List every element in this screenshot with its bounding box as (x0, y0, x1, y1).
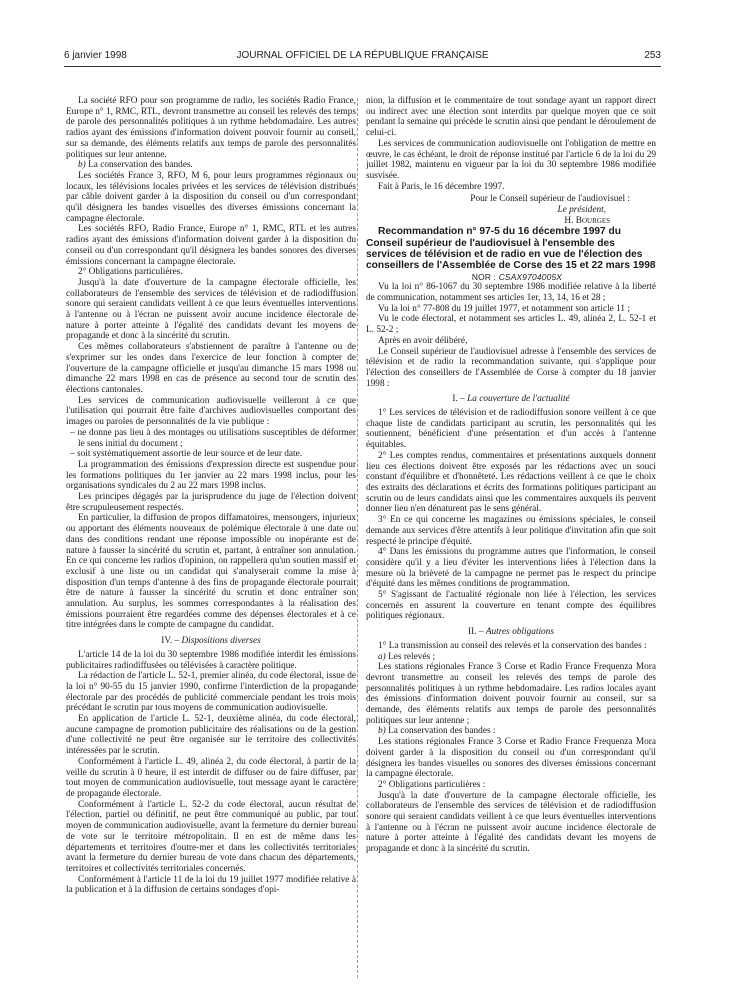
paragraph: Les stations régionales France 3 Corse et Radio France Frequenza Mora doivent garder à la disposition du conseil ou d'un correspondant qu'il désignera les bandes visuelles ou sonores des diverses émissions concernant la campagne électorale. (366, 737, 656, 780)
dash-item: – soit systématiquement assortie de leur source et de leur date. (70, 449, 303, 460)
paragraph: Les sociétés RFO, Radio France, Europe n° 1, RMC, RTL et les autres radios ayant des émissions d'information doivent garder à la disposition du conseil ou d'un correspondant qu'il désignera les bandes sonores des diverses émissions concernant la campagne électorale. (66, 224, 356, 267)
paragraph: La société RFO pour son programme de radio, les sociétés Radio France, Europe n° 1, RMC, RTL, devront transmettre au conseil les relevés des temps de parole des personnalités politiques à un rythme hebdomadaire. Les autres radios ayant des émissions d'information doivent pouvoir fournir au conseil, sur sa demande, des éléments relatifs aux temps de parole des personnalités politiques sur leur antenne. (66, 96, 356, 160)
paragraph: Le Conseil supérieur de l'audiovisuel adresse à l'ensemble des services de télévision et de radio la recommandation suivante, qui s'applique pour l'élection des conseillers de l'Assemblée de Corse à compter du 18 janvier 1998 : (366, 346, 656, 389)
section-heading-i (366, 394, 656, 405)
signature-role: Le président, (557, 205, 606, 216)
section-title: Autres obligations (485, 627, 554, 638)
section-heading-ii (366, 627, 656, 638)
paragraph: Les principes dégagés par la jurisprudence du juge de l'élection doivent être scrupuleusement respectés. (66, 492, 356, 513)
item-label: b) (378, 726, 386, 737)
right-column (366, 96, 656, 978)
subheading-obligations: 2° Obligations particulières. (78, 267, 183, 278)
left-column (66, 96, 356, 978)
paragraph: La rédaction de l'article L. 52-1, premier alinéa, du code électoral, issue de la loi n° 90-55 du 15 janvier 1990, confirme l'interdiction de la propagande électorale par des procédés de publicité commerciale pendant les trois mois précédant le scrutin par tous moyens de communication audiovisuelle. (66, 671, 356, 714)
journal-title: JOURNAL OFFICIEL DE LA RÉPUBLIQUE FRANÇAISE (236, 50, 489, 61)
paragraph: En application de l'article L. 52-1, deuxième alinéa, du code électoral, aucune campagne de promotion publicitaire des réalisations ou de la gestion d'une collectivité ne peut être organisée sur le territoire des collectivités intéressées par le scrutin. (66, 714, 356, 757)
paragraph: 4° Dans les émissions du programme autres que l'information, le conseil considère qu'il y a lieu d'éviter les interventions liées à l'élection dans la mesure où la brièveté de la campagne ne permet pas le respect du principe d'équité dans les mêmes conditions de programmation. (366, 547, 656, 590)
paragraph: Jusqu'à la date d'ouverture de la campagne électorale officielle, les collaborateurs de l'ensemble des services de télévision et de radiodiffusion sonore qui seraient candidats veillent à ce que leurs éventuelles interventions à l'antenne ou à l'écran ne puissent avoir aucune incidence électorale de nature à porter atteinte à l'égalité des candidats devant les moyens de propagande et donc à la sincérité du scrutin. (66, 277, 356, 342)
paragraph: 1° Les services de télévision et de radiodiffusion sonore veillent à ce que chaque liste de candidats participant au scrutin, les personnalités qui les soutiennent, bénéficient d'une présentation et d'un accès à l'antenne équitables. (366, 408, 656, 451)
section-number: II. – (468, 627, 486, 638)
nor-label: NOR : (471, 271, 499, 282)
header-rule (64, 66, 661, 67)
paragraph: Conformément à l'article L. 52-2 du code électoral, aucun résultat de l'élection, partiel ou définitif, ne peut être communiqué au public, par tout moyen de communication audiovisuelle, avant la fermeture du dernier bureau de vote sur le territoire métropolitain. Il en est de même dans les départements et territoires d'outre-mer et dans les collectivités territoriales avant la fermeture du dernier bureau de vote dans chacun des départements, territoires et collectivités territoriales concernés. (66, 799, 356, 874)
nor-reference (366, 272, 656, 283)
page-header (64, 50, 661, 64)
column-separator (357, 98, 358, 978)
paragraph: Les services de communication audiovisuelle ont l'obligation de mettre en œuvre, le cas échéant, le droit de réponse institué par l'article 6 de la loi du 29 juillet 1982, maintenu en vigueur par la loi du 30 septembre 1986 modifiée susvisée. (366, 138, 656, 181)
dash-item: – ne donne pas lieu à des montages ou utilisations susceptibles de déformer le sens initial du document ; (70, 427, 356, 449)
subheading-b (66, 160, 356, 171)
page-number: 253 (644, 50, 661, 61)
item-text: La conservation des bandes. (85, 160, 193, 171)
recommendation-title: Recommandation n° 97-5 du 16 décembre 1997 du Conseil supérieur de l'audiovisuel à l'ensemble des services de télévision et de radio en vue de l'élection des conseillers de l'Assemblée de Corse des 15 et 22 mars 1998 (366, 226, 656, 272)
paragraph: L'article 14 de la loi du 30 septembre 1986 modifiée interdit les émissions publicitaires radiodiffusées ou télévisées à caractère politique. (66, 649, 356, 671)
visa-paragraph: Après en avoir délibéré, (378, 335, 468, 346)
paragraph: Les services de communication audiovisuelle veilleront à ce que l'utilisation qui pourrait être faite d'archives audiovisuelles comportant des images ou paroles de personnalités de la vie publique : (66, 395, 356, 428)
section-title: La couverture de l'actualité (467, 394, 570, 405)
item-label: a) (378, 651, 386, 662)
paragraph: Conformément à l'article L. 49, alinéa 2, du code électoral, à partir de la veille du scrutin à 0 heure, il est interdit de diffuser ou de faire diffuser, par tout moyen de communication audiovisuelle, tout message ayant le caractère de propagande électorale. (66, 756, 356, 799)
paragraph: 2° Les comptes rendus, commentaires et présentations auxquels donnent lieu ces élections doivent être exposés par les rédactions avec un souci constant d'équilibre et d'honnêteté. Les rédactions veillent à ce que le choix des extraits des déclarations et écrits des formations politiques participant au scrutin ou de leurs candidats ainsi que les commentaires auxquels ils peuvent donner lieu n'en dénaturent pas le sens général. (366, 450, 656, 515)
paragraph: 5° S'agissant de l'actualité régionale non liée à l'élection, les services concernés en assurent la couverture en tenant compte des équilibres politiques régionaux. (366, 590, 656, 622)
subheading-b (366, 726, 656, 737)
item-label: b) (78, 160, 86, 171)
signature-preamble: Pour le Conseil supérieur de l'audiovisuel : (470, 194, 630, 205)
paragraph: Les sociétés France 3, RFO, M 6, pour leurs programmes régionaux ou locaux, les télévisions locales privées et les services de télévision distribués par câble doivent garder à la disposition du conseil ou d'un correspondant qu'il désignera les bandes visuelles des diverses émissions concernant la campagne électorale. (66, 170, 356, 224)
section-heading-iv (66, 636, 356, 647)
paragraph: 3° En ce qui concerne les magazines ou émissions spéciales, le conseil demande aux services d'être attentifs à leur politique d'invitation afin que soit respecté le principe d'équité. (366, 515, 656, 547)
signature-name: H. Bourges (564, 215, 610, 226)
paragraph: La programmation des émissions d'expression directe est suspendue pour les formations politiques du 1er janvier au 22 mars 1998 inclus, pour les organisations syndicales du 2 au 22 mars 1998 inclus. (66, 459, 356, 492)
section-number: I. – (452, 394, 468, 405)
visa-paragraph: Vu le code électoral, et notamment ses articles L. 49, alinéa 2, L. 52-1 et L. 52-2 ; (366, 314, 656, 336)
subheading-obligations: 2° Obligations particulières : (378, 779, 486, 790)
signature-place-date: Fait à Paris, le 16 décembre 1997. (378, 181, 505, 192)
paragraph: Jusqu'à la date d'ouverture de la campagne électorale officielle, les collaborateurs de l'ensemble des services de télévision et de radiodiffusion sonore qui seraient candidats veillent à ce que leurs éventuelles interventions à l'antenne ou à l'écran ne puissent avoir aucune incidence électorale de nature à porter atteinte à l'égalité des candidats devant les moyens de propagande et donc à la sincérité du scrutin. (366, 790, 656, 855)
paragraph: Ces mêmes collaborateurs s'abstiennent de paraître à l'antenne ou de s'exprimer sur les ondes dans l'exercice de leur fonction à compter de l'ouverture de la campagne officielle et jusqu'au dimanche 15 mars 1998 ou dimanche 22 mars 1998 en cas de présence au second tour de scrutin des élections cantonales. (66, 342, 356, 395)
issue-date: 6 janvier 1998 (64, 50, 127, 61)
visa-paragraph: Vu la loi n° 86-1067 du 30 septembre 1986 modifiée relative à la liberté de communication, notamment ses articles 1er, 13, 14, 16 et 28 ; (366, 282, 656, 304)
nor-code: CSAX9704005X (498, 271, 563, 282)
item-text: Les relevés ; (385, 651, 436, 662)
paragraph: En particulier, la diffusion de propos diffamatoires, mensongers, injurieux ou apportant des éléments nouveaux de polémique électorale à une date ou dans des conditions rendant une réponse impossible ou inopérante est de nature à fausser la sincérité du scrutin et, partant, à entraîner son annulation. En ce qui concerne les radios d'opinion, on rappellera qu'un soutien massif et exclusif à une liste ou un candidat qui s'analyserait comme la mise à disposition d'un temps d'antenne à des fins de propagande électorale pourrait être de nature à fausser la sincérité du scrutin et donc entraîner son annulation. Au surplus, les sommes correspondantes à la réalisation des émissions pourraient être regardées comme des dépenses électorales et à ce titre intégrées dans le compte de campagne du candidat. (66, 513, 356, 631)
subheading-a (366, 652, 656, 663)
paragraph: nion, la diffusion et le commentaire de tout sondage ayant un rapport direct ou indirect avec une élection sont interdits par quelque moyen que ce soit pendant la semaine qui précède le scrutin ainsi que pendant le déroulement de celui-ci. (366, 96, 656, 139)
section-title: Dispositions diverses (181, 636, 261, 647)
section-number: IV. – (161, 636, 182, 647)
paragraph: Conformément à l'article 11 de la loi du 19 juillet 1977 modifiée relative à la publication et à la diffusion de certains sondages d'opi- (66, 874, 356, 896)
item-text: La conservation des bandes : (385, 726, 496, 737)
paragraph: 1° La transmission au conseil des relevés et la conservation des bandes : (378, 640, 647, 651)
visa-paragraph: Vu la loi n° 77-808 du 19 juillet 1977, et notamment son article 11 ; (378, 303, 630, 314)
paragraph: Les stations régionales France 3 Corse et Radio France Frequenza Mora devront transmettre au conseil les relevés des temps de parole des personnalités politiques à un rythme hebdomadaire. Les radios locales ayant des émissions d'information doivent pouvoir fournir au conseil, sur sa demande, des éléments relatifs aux temps de parole des personnalités politiques sur leur antenne ; (366, 662, 656, 726)
